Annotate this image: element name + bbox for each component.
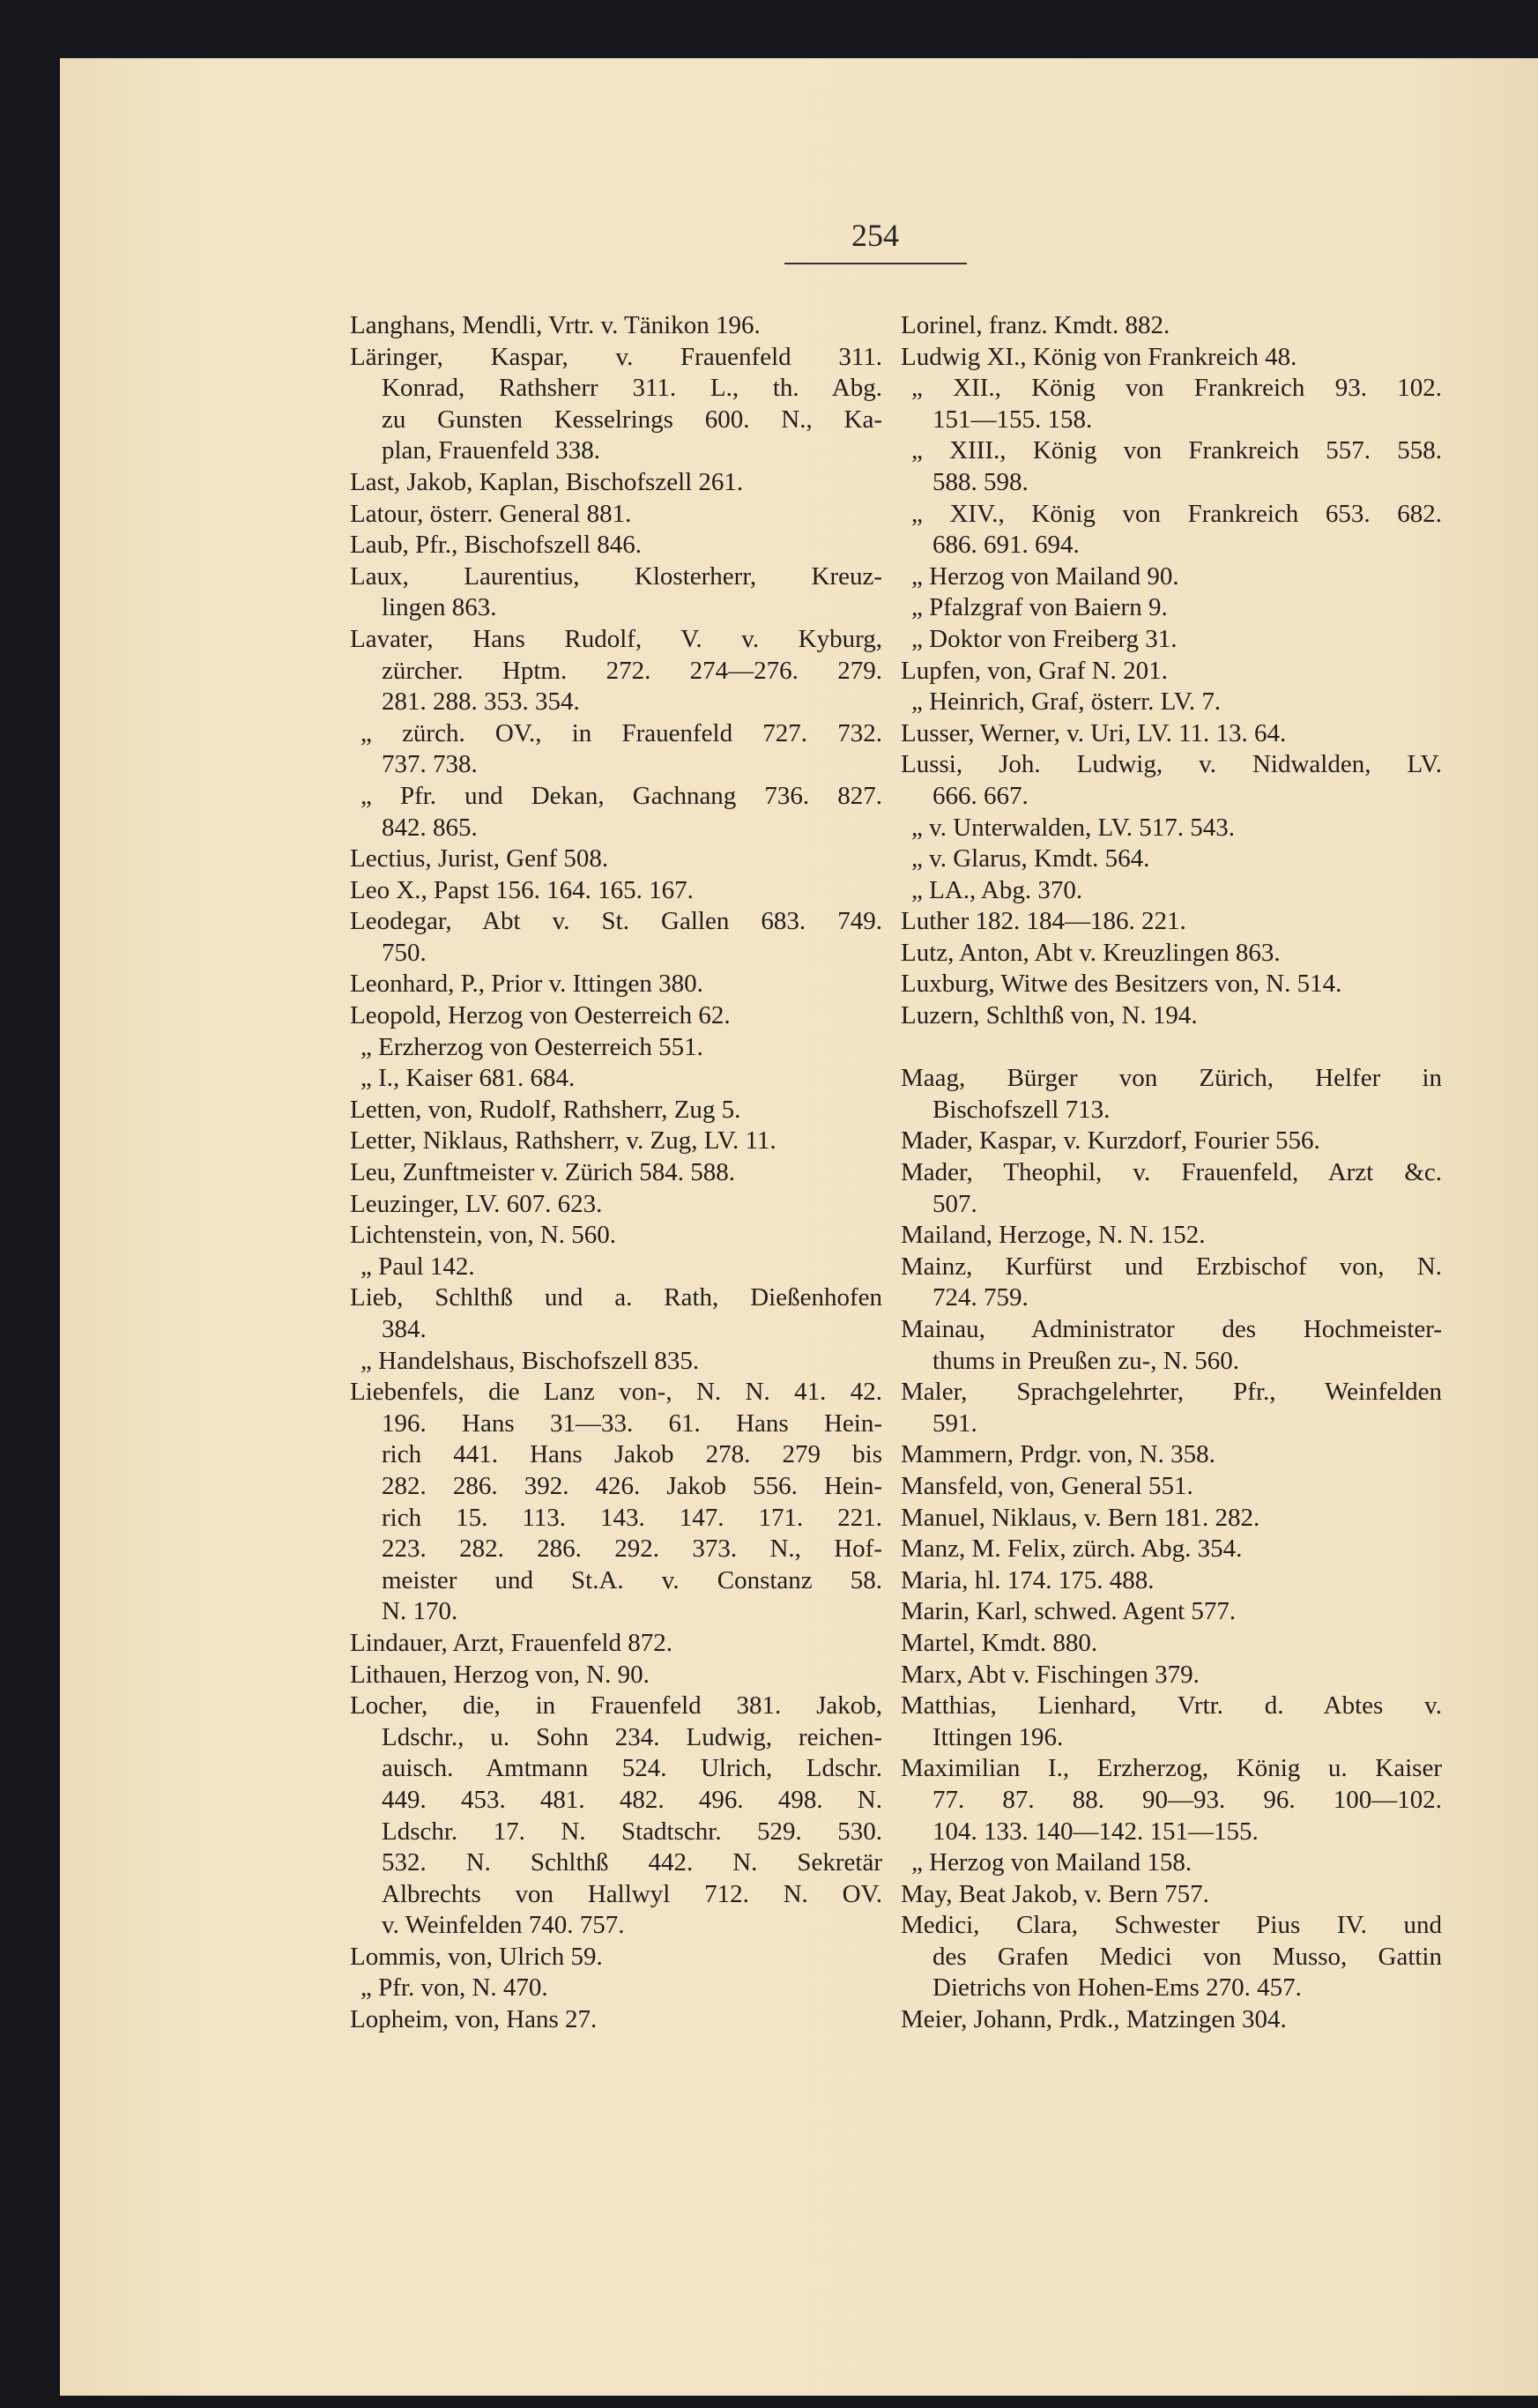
index-entry: Marin, Karl, schwed. Agent 577.: [901, 1597, 1237, 1626]
index-entry: Lutz, Anton, Abt v. Kreuzlingen 863.: [901, 938, 1281, 967]
index-entry: Lieb, Schlthß und a. Rath, Dießenhofen: [350, 1283, 882, 1312]
index-entry: Mailand, Herzoge, N. N. 152.: [901, 1221, 1206, 1250]
index-entry-line: zu Gunsten Kesselrings 600. N., Ka-: [382, 405, 882, 434]
index-entry: Letter, Niklaus, Rathsherr, v. Zug, LV. 11.: [350, 1126, 776, 1156]
index-entry-line: rich 441. Hans Jakob 278. 279 bis: [382, 1440, 882, 1469]
index-entry-line: „ v. Glarus, Kmdt. 564.: [911, 844, 1150, 873]
index-entry-line: N. 170.: [382, 1597, 458, 1626]
index-entry-line: „ Erzherzog von Oesterreich 551.: [360, 1032, 703, 1061]
index-entry-line: 223. 282. 286. 292. 373. N., Hof-: [382, 1535, 882, 1564]
index-entry-line: 532. N. Schlthß 442. N. Sekretär: [382, 1848, 882, 1877]
index-entry: Lavater, Hans Rudolf, V. v. Kyburg,: [350, 624, 882, 653]
index-entry-line: 282. 286. 392. 426. Jakob 556. Hein-: [382, 1471, 882, 1500]
index-entry-line: Konrad, Rathsherr 311. L., th. Abg.: [382, 374, 882, 403]
index-entry-line: Albrechts von Hallwyl 712. N. OV.: [382, 1879, 882, 1908]
index-entry-line: „ LA., Abg. 370.: [911, 875, 1083, 904]
index-entry: Leu, Zunftmeister v. Zürich 584. 588.: [350, 1158, 736, 1187]
index-entry: Manz, M. Felix, zürch. Abg. 354.: [901, 1535, 1243, 1564]
index-entry-line: „ Herzog von Mailand 158.: [911, 1848, 1193, 1877]
index-entry: Leonhard, P., Prior v. Ittingen 380.: [350, 970, 703, 999]
index-entry-line: 281. 288. 353. 354.: [382, 687, 580, 717]
index-entry: Maler, Sprachgelehrter, Pfr., Weinfelden: [901, 1378, 1442, 1407]
index-entry: Lichtenstein, von, N. 560.: [350, 1221, 617, 1250]
index-entry: May, Beat Jakob, v. Bern 757.: [901, 1879, 1209, 1908]
index-entry-line: „ Pfr. von, N. 470.: [360, 1973, 548, 2003]
page-number: 254: [851, 218, 899, 253]
index-entry-line: lingen 863.: [382, 593, 497, 622]
index-entry: Maag, Bürger von Zürich, Helfer in: [901, 1064, 1442, 1093]
index-column-left: [350, 310, 882, 2036]
index-entry-line: 750.: [382, 938, 427, 967]
index-entry-line: Ittingen 196.: [932, 1722, 1064, 1751]
index-entry: Laux, Laurentius, Klosterherr, Kreuz-: [350, 561, 882, 591]
index-entry-line: Ldschr., u. Sohn 234. Ludwig, reichen-: [382, 1722, 882, 1751]
index-entry-line: plan, Frauenfeld 338.: [382, 436, 601, 465]
index-entry-line: 449. 453. 481. 482. 496. 498. N.: [382, 1785, 882, 1814]
index-entry-line: „ I., Kaiser 681. 684.: [360, 1064, 576, 1093]
index-entry: Lussi, Joh. Ludwig, v. Nidwalden, LV.: [901, 750, 1442, 779]
index-entry-line: 384.: [382, 1315, 427, 1343]
index-entry: Lectius, Jurist, Genf 508.: [350, 844, 609, 873]
index-entry-line: „ Paul 142.: [360, 1252, 475, 1281]
index-entry: Langhans, Mendli, Vrtr. v. Tänikon 196.: [350, 311, 761, 339]
index-entry-line: 842. 865.: [382, 813, 478, 842]
index-entry-line: 666. 667.: [932, 781, 1029, 810]
index-entry: Mainau, Administrator des Hochmeister-: [901, 1315, 1442, 1343]
index-entry-line: zürcher. Hptm. 272. 274—276. 279.: [382, 656, 882, 685]
index-entry-line: 737. 738.: [382, 750, 478, 779]
index-entry: Medici, Clara, Schwester Pius IV. und: [901, 1911, 1442, 1940]
index-entry-line: des Grafen Medici von Musso, Gattin: [932, 1942, 1442, 1971]
index-entry: Lupfen, von, Graf N. 201.: [901, 656, 1168, 685]
index-entry: Luxburg, Witwe des Besitzers von, N. 514.: [901, 970, 1342, 999]
index-entry: Luzern, Schlthß von, N. 194.: [901, 1001, 1198, 1030]
index-entry: Marx, Abt v. Fischingen 379.: [901, 1660, 1200, 1689]
index-entry-line: v. Weinfelden 740. 757.: [382, 1911, 625, 1940]
index-entry: Mainz, Kurfürst und Erzbischof von, N.: [901, 1252, 1442, 1281]
index-entry-line: Bischofszell 713.: [932, 1095, 1111, 1124]
index-entry: Latour, österr. General 881.: [350, 499, 632, 528]
header-rule: [784, 263, 967, 264]
index-entry-line: 196. Hans 31—33. 61. Hans Hein-: [382, 1408, 882, 1438]
index-entry: Leopold, Herzog von Oesterreich 62.: [350, 1001, 731, 1030]
index-entry-line: 151—155. 158.: [932, 405, 1093, 434]
index-entry-line: thums in Preußen zu-, N. 560.: [932, 1346, 1239, 1375]
index-entry: Leo X., Papst 156. 164. 165. 167.: [350, 875, 694, 904]
index-entry: Leuzinger, LV. 607. 623.: [350, 1189, 603, 1218]
index-entry-line: rich 15. 113. 143. 147. 171. 221.: [382, 1503, 882, 1532]
index-column-right: [901, 310, 1442, 2036]
index-entry-line: „ XIV., König von Frankreich 653. 682.: [911, 499, 1442, 528]
index-entry-line: „ Doktor von Freiberg 31.: [911, 624, 1178, 653]
index-entry-line: „ v. Unterwalden, LV. 517. 543.: [911, 813, 1236, 842]
index-entry-line: Dietrichs von Hohen-Ems 270. 457.: [932, 1973, 1302, 2003]
index-entry-line: meister und St.A. v. Constanz 58.: [382, 1565, 882, 1594]
index-entry-line: 686. 691. 694.: [932, 531, 1080, 560]
index-entry: Meier, Johann, Prdk., Matzingen 304.: [901, 2005, 1287, 2034]
index-entry: Liebenfels, die Lanz von-, N. N. 41. 42.: [350, 1378, 882, 1407]
index-entry-line: „ XII., König von Frankreich 93. 102.: [911, 374, 1442, 403]
index-entry: Läringer, Kaspar, v. Frauenfeld 311.: [350, 342, 882, 371]
index-entry-line: 507.: [932, 1189, 977, 1218]
index-entry-line: 77. 87. 88. 90—93. 96. 100—102.: [932, 1785, 1442, 1814]
index-entry: Mansfeld, von, General 551.: [901, 1471, 1193, 1500]
index-entry-line: 588. 598.: [932, 467, 1029, 496]
index-entry: Maximilian I., Erzherzog, König u. Kaiser: [901, 1754, 1442, 1783]
index-entry: Mammern, Prdgr. von, N. 358.: [901, 1440, 1215, 1469]
index-entry-line: „ Pfalzgraf von Baiern 9.: [911, 593, 1168, 622]
index-entry-line: „ Pfr. und Dekan, Gachnang 736. 827.: [360, 781, 882, 810]
index-entry: Lopheim, von, Hans 27.: [350, 2005, 598, 2034]
index-entry: Maria, hl. 174. 175. 488.: [901, 1565, 1155, 1594]
index-entry-line: „ zürch. OV., in Frauenfeld 727. 732.: [360, 718, 882, 747]
index-entry: Lindauer, Arzt, Frauenfeld 872.: [350, 1628, 673, 1657]
index-entry: Letten, von, Rudolf, Rathsherr, Zug 5.: [350, 1095, 741, 1124]
index-entry-line: 591.: [932, 1408, 977, 1438]
index-entry: Luther 182. 184—186. 221.: [901, 907, 1186, 936]
index-entry: Lorinel, franz. Kmdt. 882.: [901, 311, 1170, 339]
index-entry: Lommis, von, Ulrich 59.: [350, 1942, 603, 1971]
index-entry: Mader, Theophil, v. Frauenfeld, Arzt &c.: [901, 1158, 1442, 1187]
index-entry: Lithauen, Herzog von, N. 90.: [350, 1660, 650, 1689]
index-entry-line: „ Herzog von Mailand 90.: [911, 561, 1179, 591]
index-entry-line: 104. 133. 140—142. 151—155.: [932, 1817, 1259, 1846]
index-entry: Leodegar, Abt v. St. Gallen 683. 749.: [350, 907, 882, 936]
index-entry: Manuel, Niklaus, v. Bern 181. 282.: [901, 1503, 1260, 1532]
index-entry: Matthias, Lienhard, Vrtr. d. Abtes v.: [901, 1691, 1442, 1721]
index-entry: Martel, Kmdt. 880.: [901, 1628, 1098, 1657]
index-entry-line: „ Heinrich, Graf, österr. LV. 7.: [911, 687, 1222, 717]
index-entry: Locher, die, in Frauenfeld 381. Jakob,: [350, 1691, 882, 1721]
index-entry: Lusser, Werner, v. Uri, LV. 11. 13. 64.: [901, 718, 1287, 747]
index-entry-line: „ XIII., König von Frankreich 557. 558.: [911, 436, 1442, 465]
section-gap: [901, 1032, 1442, 1064]
index-entry: Ludwig XI., König von Frankreich 48.: [901, 342, 1297, 371]
index-entry: Laub, Pfr., Bischofszell 846.: [350, 531, 643, 560]
index-entry-line: Ldschr. 17. N. Stadtschr. 529. 530.: [382, 1817, 882, 1846]
index-entry: Mader, Kaspar, v. Kurzdorf, Fourier 556.: [901, 1126, 1320, 1156]
index-entry-line: 724. 759.: [932, 1283, 1029, 1312]
index-entry: Last, Jakob, Kaplan, Bischofszell 261.: [350, 467, 744, 496]
index-entry-line: auisch. Amtmann 524. Ulrich, Ldschr.: [382, 1754, 882, 1783]
index-entry-line: „ Handelshaus, Bischofszell 835.: [360, 1346, 700, 1375]
